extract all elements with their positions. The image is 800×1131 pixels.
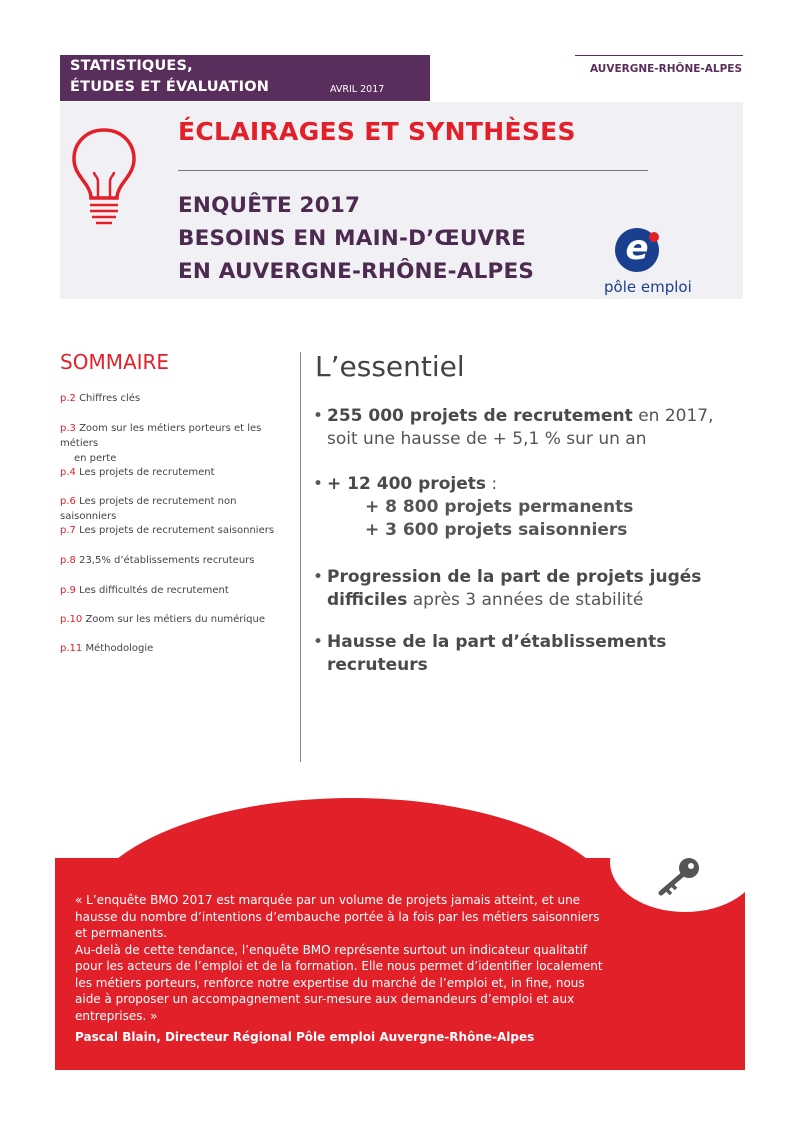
quote-paragraph-2: Au-delà de cette tendance, l’enquête BMO représente surtout un indicateur qualitatif pour les acteurs de l’emploi et de la formation. Elle nous permet d’identifier localement les métiers porteurs, renforce notre expertise du marché de l’emploi et, in fine, nous aide à proposer un accompagnement sur-mesure aux demandeurs d’emploi et aux entreprises. » (75, 942, 603, 1023)
toc-label: Les projets de recrutement (79, 467, 215, 478)
toc-label: Zoom sur les métiers porteurs et les métiers (60, 423, 262, 449)
bullet-dot: • (313, 632, 324, 652)
key-icon (655, 855, 703, 897)
toc-item[interactable] (60, 612, 290, 627)
toc-item[interactable] (60, 523, 290, 538)
section-title: ÉCLAIRAGES ET SYNTHÈSES (178, 117, 576, 146)
toc-item[interactable] (60, 465, 290, 480)
bullet-text-line2: soit une hausse de + 5,1 % sur un an (327, 429, 647, 449)
bullet-bold: Hausse de la part d’établissements (327, 632, 667, 652)
toc-page: p.8 (60, 555, 76, 566)
bullet-bold-2: recruteurs (327, 655, 428, 675)
toc-page: p.7 (60, 525, 76, 536)
bullet-text: en 2017, (632, 406, 714, 426)
lightbulb-icon (68, 126, 140, 226)
toc-item[interactable] (60, 583, 290, 598)
bullet-bold: + 12 400 projets (327, 474, 486, 494)
toc-item[interactable] (60, 641, 290, 656)
essentiel-bullet-2 (313, 473, 633, 542)
bullet-dot: • (313, 567, 324, 587)
main-title-line1: ENQUÊTE 2017 (178, 193, 361, 218)
toc-label: Les difficultés de recrutement (79, 585, 229, 596)
bullet-text: : (485, 474, 498, 494)
bullet-bold: 255 000 projets de recrutement (327, 406, 633, 426)
bullet-bold: Progression de la part de projets jugés (327, 567, 702, 587)
toc-label: Méthodologie (85, 643, 154, 654)
bullet-sub-1: + 8 800 projets permanents (365, 497, 634, 517)
quote-author: Pascal Blain, Directeur Régional Pôle emploi Auvergne-Rhône-Alpes (75, 1030, 535, 1044)
main-title-line2: BESOINS EN MAIN-D’ŒUVRE (178, 226, 526, 251)
toc-label: Les projets de recrutement saisonniers (79, 525, 275, 536)
quote-text (75, 892, 605, 1024)
toc-page: p.9 (60, 585, 76, 596)
banner-divider (178, 170, 648, 171)
toc-label: Chiffres clés (79, 393, 141, 404)
quote-paragraph-1: « L’enquête BMO 2017 est marquée par un volume de projets jamais atteint, et une hausse du nombre d’intentions d’embauche portée à la fois par les métiers saisonniers et permanents. (75, 893, 600, 940)
sommaire-title: SOMMAIRE (60, 350, 170, 374)
essentiel-title: L’essentiel (315, 350, 465, 383)
toc-label: Les projets de recrutement non saisonniers (60, 496, 237, 522)
toc-item[interactable] (60, 391, 290, 406)
toc-item[interactable] (60, 494, 290, 524)
toc-page: p.10 (60, 614, 83, 625)
toc-label-cont: en perte (74, 453, 117, 464)
region-divider (575, 55, 743, 56)
region-label: AUVERGNE-RHÔNE-ALPES (590, 63, 743, 75)
toc-page: p.4 (60, 467, 76, 478)
toc-label: Zoom sur les métiers du numérique (85, 614, 266, 625)
bullet-text: après 3 années de stabilité (407, 590, 644, 610)
header-line1: STATISTIQUES, (70, 58, 193, 74)
bullet-sub-2: + 3 600 projets saisonniers (365, 520, 628, 540)
toc-page: p.11 (60, 643, 83, 654)
toc-page: p.3 (60, 423, 76, 434)
essentiel-bullet-3 (313, 566, 701, 612)
column-divider (300, 352, 301, 762)
logo-accent-dot (649, 232, 659, 242)
main-title-line3: EN AUVERGNE-RHÔNE-ALPES (178, 259, 535, 284)
header-line2: ÉTUDES ET ÉVALUATION (70, 79, 270, 95)
essentiel-bullet-1 (313, 405, 714, 451)
essentiel-bullet-4 (313, 631, 666, 677)
toc-item[interactable] (60, 421, 290, 466)
toc-item[interactable] (60, 553, 290, 568)
bullet-dot: • (313, 406, 324, 426)
toc-page: p.2 (60, 393, 76, 404)
logo-text: pôle emploi (604, 278, 692, 296)
header-date: AVRIL 2017 (330, 84, 385, 95)
bullet-bold-2: difficiles (327, 590, 408, 610)
toc-page: p.6 (60, 496, 76, 507)
bullet-dot: • (313, 474, 324, 494)
toc-label: 23,5% d’établissements recruteurs (79, 555, 255, 566)
logo-letter: e (625, 228, 649, 268)
